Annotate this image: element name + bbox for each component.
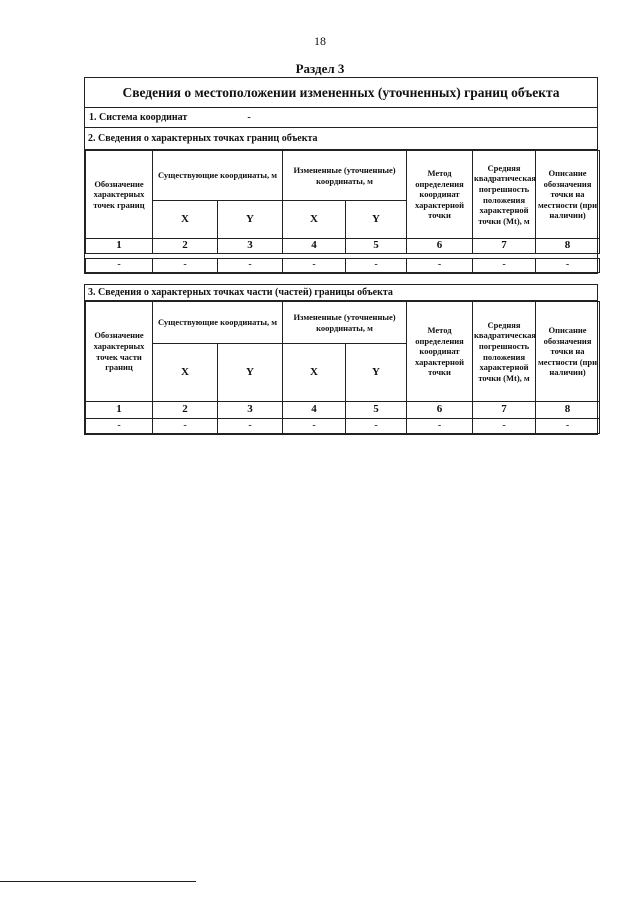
column-number: 7 bbox=[473, 402, 536, 419]
table-cell: - bbox=[218, 259, 283, 273]
table2 bbox=[85, 150, 600, 273]
table3-title: 3. Сведения о характерных точках части (частей) границы объекта bbox=[85, 285, 597, 301]
col-designation: Обозначение характерных точек части границ bbox=[86, 302, 153, 402]
table-cell: - bbox=[407, 419, 473, 434]
col-changed-x: X bbox=[283, 201, 346, 239]
section-block-main bbox=[84, 77, 598, 274]
table-cell: - bbox=[153, 419, 218, 434]
col-existing-x: X bbox=[153, 344, 218, 402]
table-cell: - bbox=[473, 259, 536, 273]
table-cell: - bbox=[218, 419, 283, 434]
table-header-row bbox=[86, 302, 600, 344]
column-number: 1 bbox=[86, 402, 153, 419]
col-description: Описание обозначения точки на местности (при наличии) bbox=[536, 302, 600, 402]
section-title: Раздел 3 bbox=[295, 61, 345, 76]
column-number-row bbox=[86, 402, 600, 419]
col-existing-y: Y bbox=[218, 344, 283, 402]
table-cell: - bbox=[86, 259, 153, 273]
col-changed-x: X bbox=[283, 344, 346, 402]
page-number: 18 bbox=[314, 34, 326, 48]
column-number: 7 bbox=[473, 239, 536, 254]
column-number: 4 bbox=[283, 239, 346, 254]
column-number: 5 bbox=[346, 402, 407, 419]
table-cell: - bbox=[283, 419, 346, 434]
column-number: 3 bbox=[218, 239, 283, 254]
coord-system-value: - bbox=[247, 112, 251, 123]
col-changed: Измененные (уточненные) координаты, м bbox=[283, 151, 407, 201]
col-existing: Существующие координаты, м bbox=[153, 302, 283, 344]
column-number-row bbox=[86, 239, 600, 254]
col-method: Метод определения координат характерной точки bbox=[407, 151, 473, 239]
column-number: 6 bbox=[407, 239, 473, 254]
section-block-parts bbox=[84, 284, 598, 435]
column-number: 1 bbox=[86, 239, 153, 254]
footnote-divider bbox=[0, 881, 196, 882]
col-changed-y: Y bbox=[346, 201, 407, 239]
table-cell: - bbox=[536, 419, 600, 434]
column-number: 2 bbox=[153, 402, 218, 419]
table-header-row bbox=[86, 151, 600, 201]
col-error: Средняя квадратическая погрешность положения характерной точки (Mt), м bbox=[473, 151, 536, 239]
table-cell: - bbox=[86, 419, 153, 434]
table-cell: - bbox=[473, 419, 536, 434]
col-existing: Существующие координаты, м bbox=[153, 151, 283, 201]
column-number: 6 bbox=[407, 402, 473, 419]
table3-wrapper bbox=[85, 301, 597, 434]
column-number: 8 bbox=[536, 239, 600, 254]
col-existing-x: X bbox=[153, 201, 218, 239]
column-number: 3 bbox=[218, 402, 283, 419]
main-heading: Сведения о местоположении измененных (уточненных) границ объекта bbox=[85, 78, 597, 108]
col-changed-y: Y bbox=[346, 344, 407, 402]
table-row bbox=[86, 259, 600, 273]
col-designation: Обозначение характерных точек границ bbox=[86, 151, 153, 239]
column-number: 2 bbox=[153, 239, 218, 254]
column-number: 4 bbox=[283, 402, 346, 419]
table-cell: - bbox=[346, 259, 407, 273]
table-cell: - bbox=[536, 259, 600, 273]
col-changed: Измененные (уточненные) координаты, м bbox=[283, 302, 407, 344]
column-number: 5 bbox=[346, 239, 407, 254]
table-cell: - bbox=[346, 419, 407, 434]
col-error: Средняя квадратическая погрешность положения характерной точки (Mt), м bbox=[473, 302, 536, 402]
coord-system-label: 1. Система координат bbox=[89, 112, 188, 123]
col-method: Метод определения координат характерной точки bbox=[407, 302, 473, 402]
table2-wrapper bbox=[85, 150, 597, 273]
col-existing-y: Y bbox=[218, 201, 283, 239]
table-cell: - bbox=[153, 259, 218, 273]
table-cell: - bbox=[407, 259, 473, 273]
table-cell: - bbox=[283, 259, 346, 273]
column-number: 8 bbox=[536, 402, 600, 419]
table2-title: 2. Сведения о характерных точках границ объекта bbox=[85, 128, 597, 150]
coord-system-row bbox=[85, 108, 597, 128]
table-row bbox=[86, 419, 600, 434]
col-description: Описание обозначения точки на местности (при наличии) bbox=[536, 151, 600, 239]
table3 bbox=[85, 301, 600, 434]
